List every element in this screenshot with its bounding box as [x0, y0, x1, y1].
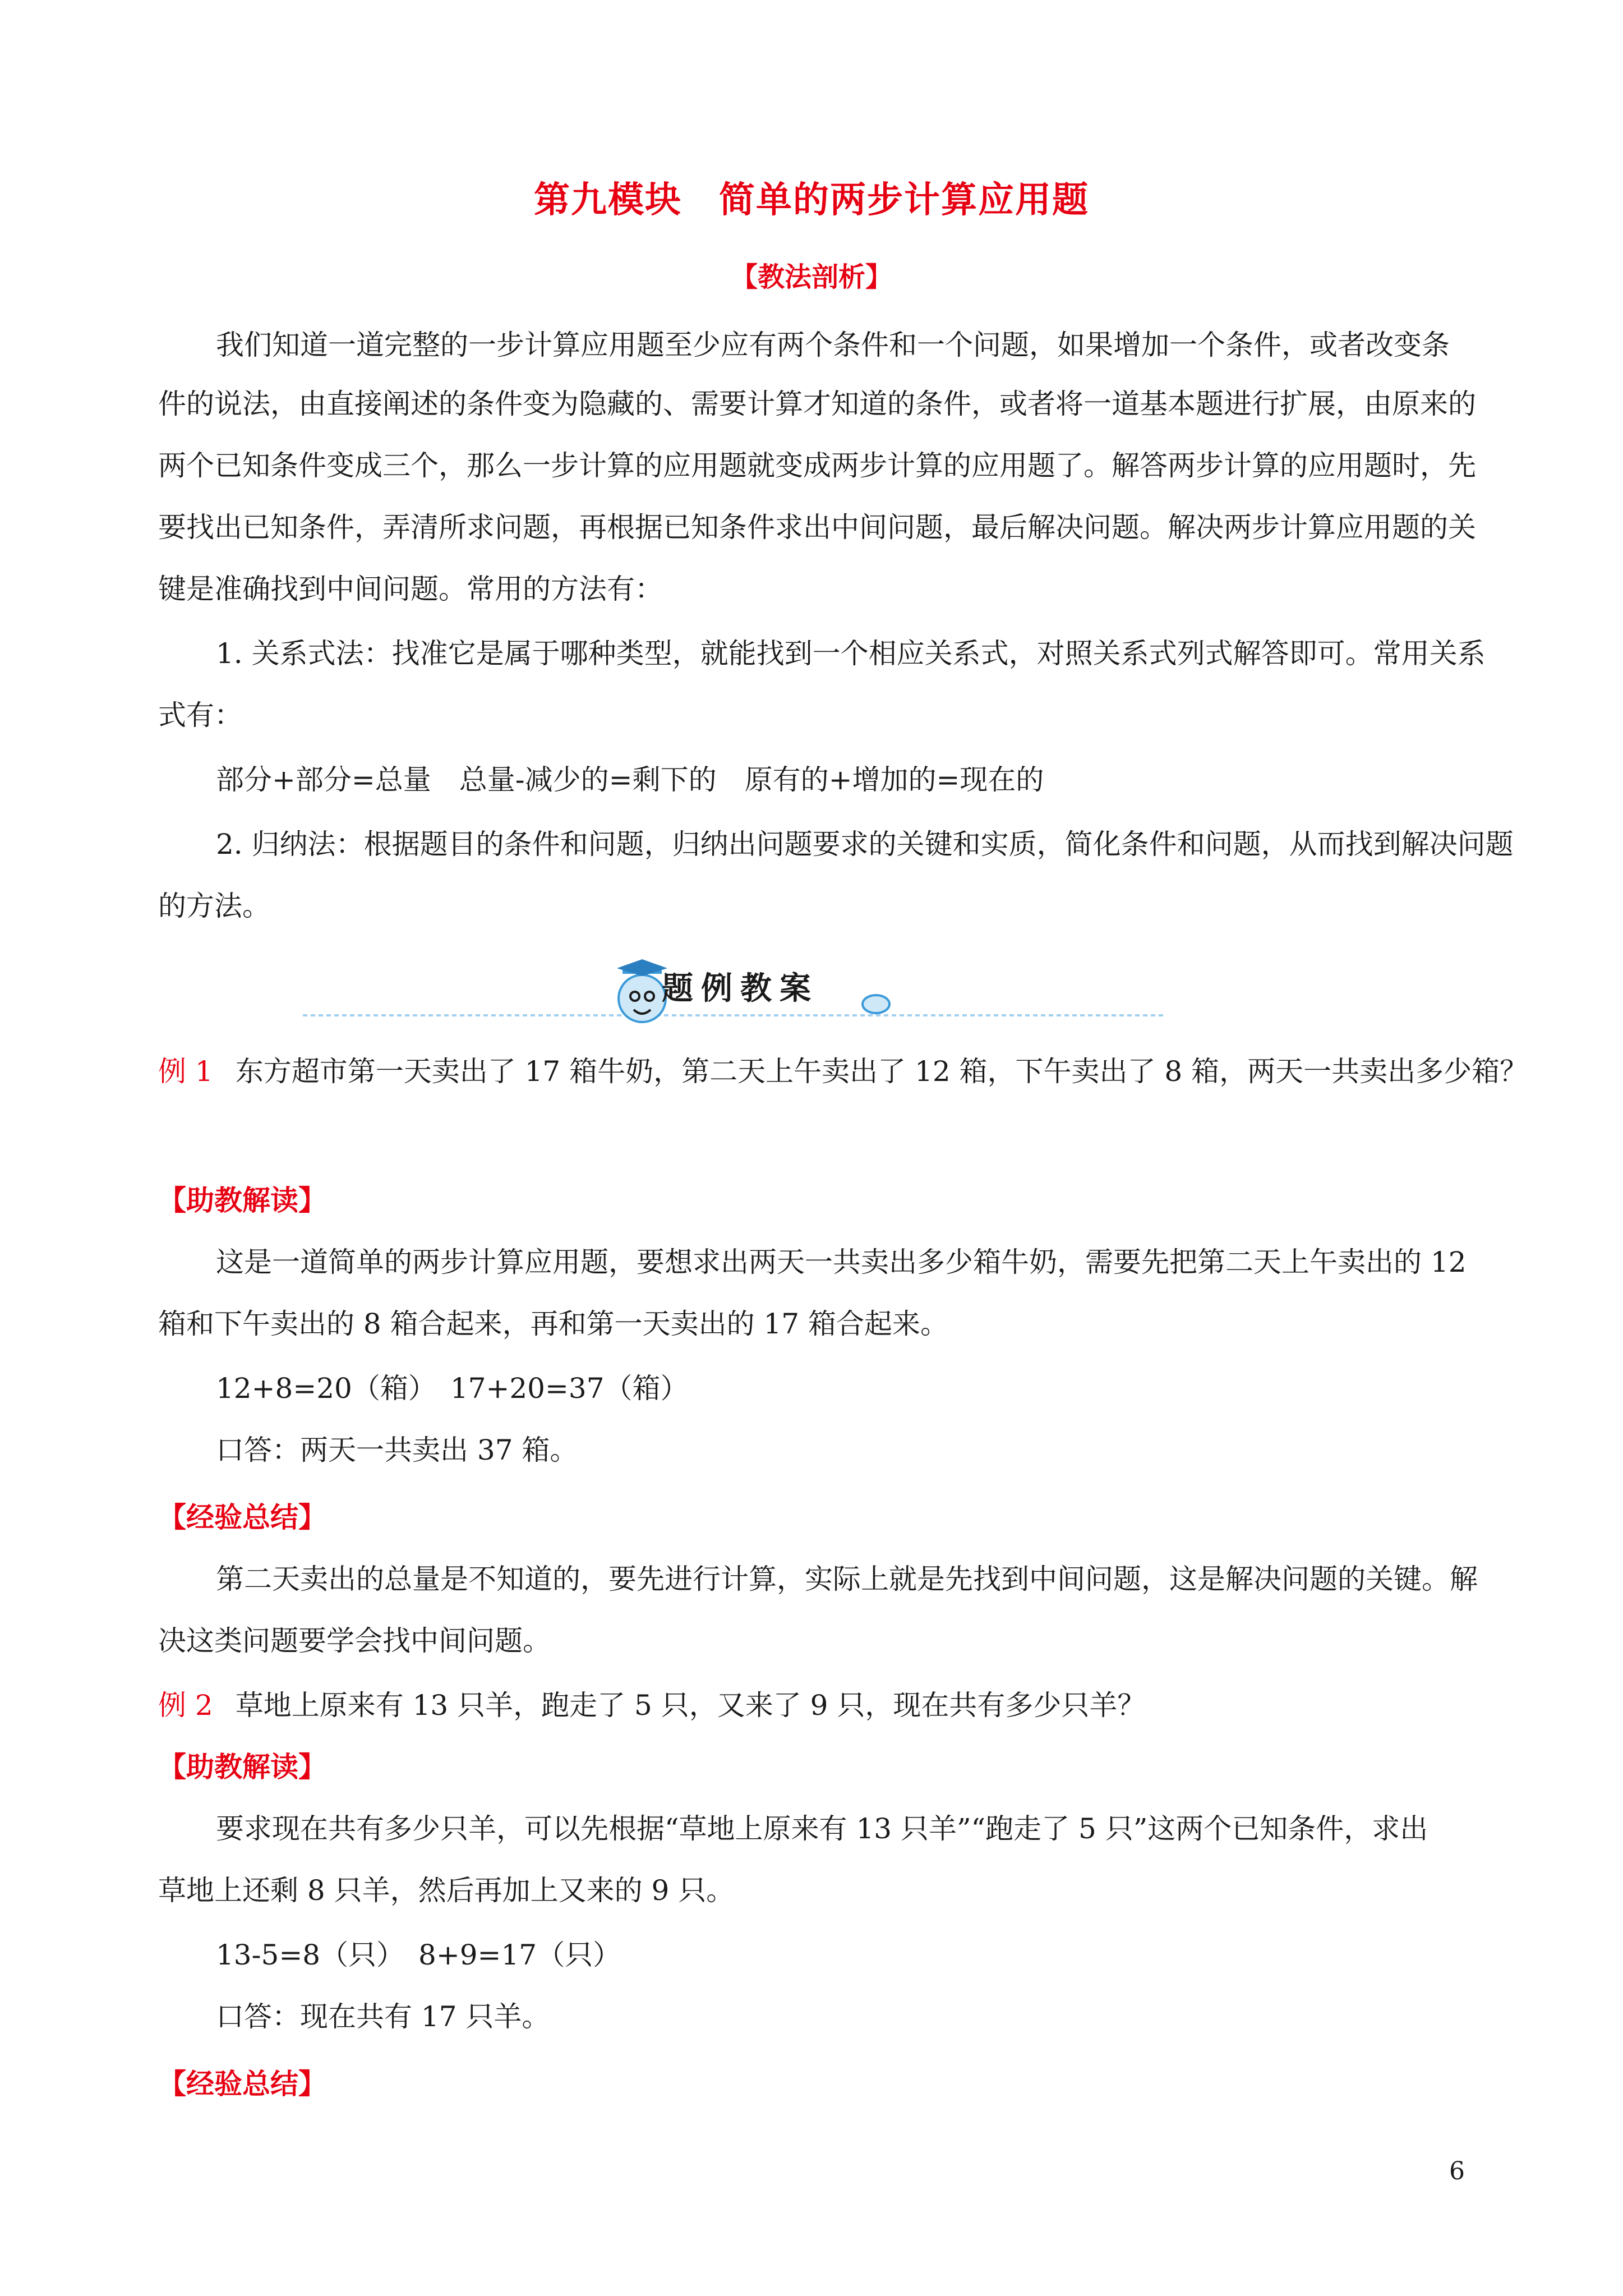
example1	[158, 1049, 1528, 1089]
method2-line: 的方法。	[158, 890, 270, 922]
example1-calc: 12+8=20（箱） 17+20=37（箱）	[216, 1372, 689, 1405]
method-analysis-label: 【教法剖析】	[730, 261, 892, 293]
method1-line: 式有：	[158, 699, 242, 731]
example1-assist-line: 箱和下午卖出的 8 箱合起来，再和第一天卖出的 17 箱合起来。	[158, 1308, 949, 1340]
intro-line: 件的说法，由直接阐述的条件变为隐藏的、需要计算才知道的条件，或者将一道基本题进行扩展，由原来的	[158, 388, 1476, 420]
example2-assist-label: 【助教解读】	[158, 1750, 326, 1783]
example1-summary-line: 第二天卖出的总量是不知道的，要先进行计算，实际上就是先找到中间问题，这是解决问题的关键。解	[216, 1563, 1478, 1595]
example1-text: 东方超市第一天卖出了 17 箱牛奶，第二天上午卖出了 12 箱，下午卖出了 8 箱，两天一共卖出多少箱？	[235, 1055, 1528, 1088]
example2-summary-label: 【经验总结】	[158, 2067, 326, 2100]
example1-summary-line: 决这类问题要学会找中间问题。	[158, 1625, 551, 1657]
intro-line: 我们知道一道完整的一步计算应用题至少应有两个条件和一个问题，如果增加一个条件，或者改变条	[216, 329, 1450, 361]
example1-summary-label: 【经验总结】	[158, 1501, 326, 1534]
example2-calc: 13-5=8（只） 8+9=17（只）	[216, 1939, 621, 1971]
method2-line: 2. 归纳法：根据题目的条件和问题，归纳出问题要求的关键和实质，简化条件和问题，从而找到解决问题	[216, 828, 1514, 861]
example1-assist-line: 这是一道简单的两步计算应用题，要想求出两天一共卖出多少箱牛奶，需要先把第二天上午卖出的 12	[216, 1246, 1467, 1278]
example2-label: 例 2	[158, 1689, 213, 1722]
banner-title: 题例教案	[662, 970, 819, 1007]
example1-answer: 口答：两天一共卖出 37 箱。	[216, 1434, 578, 1466]
intro-line: 键是准确找到中间问题。常用的方法有：	[158, 573, 663, 605]
example1-assist-label: 【助教解读】	[158, 1184, 326, 1217]
example2	[158, 1683, 1145, 1723]
book-icon	[863, 995, 889, 1013]
teacher-icon	[617, 959, 667, 1022]
intro-line: 要找出已知条件，弄清所求问题，再根据已知条件求出中间问题，最后解决问题。解决两步计算应用题的关	[158, 511, 1476, 544]
relation-formulas: 部分+部分=总量 总量-减少的=剩下的 原有的+增加的=现在的	[216, 763, 1044, 796]
intro-line: 两个已知条件变成三个，那么一步计算的应用题就变成两步计算的应用题了。解答两步计算的应用题时，先	[158, 449, 1476, 482]
example1-label: 例 1	[158, 1055, 213, 1088]
method1-line: 1. 关系式法：找准它是属于哪种类型，就能找到一个相应关系式，对照关系式列式解答即可。常用关系	[216, 637, 1486, 670]
page-title: 第九模块 简单的两步计算应用题	[534, 179, 1089, 221]
example2-assist-line: 草地上还剩 8 只羊，然后再加上又来的 9 只。	[158, 1874, 735, 1907]
example2-text: 草地上原来有 13 只羊，跑走了 5 只，又来了 9 只，现在共有多少只羊？	[235, 1689, 1146, 1722]
example2-answer: 口答：现在共有 17 只羊。	[216, 2000, 550, 2033]
page-number: 6	[1449, 2157, 1465, 2185]
example2-assist-line: 要求现在共有多少只羊，可以先根据“草地上原来有 13 只羊”“跑走了 5 只”这两个已知条件，求出	[216, 1812, 1428, 1845]
